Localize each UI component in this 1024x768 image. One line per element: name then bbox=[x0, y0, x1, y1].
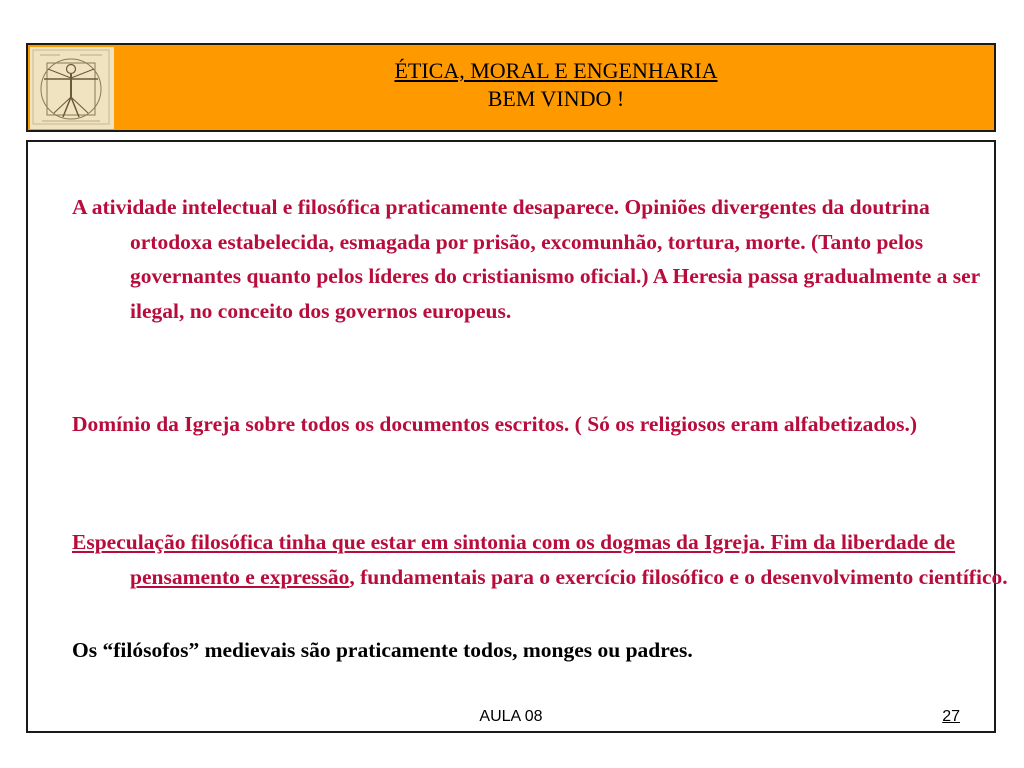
page-number: 27 bbox=[942, 708, 960, 725]
content-box bbox=[26, 140, 1008, 733]
title-line-2: BEM VINDO ! bbox=[487, 86, 625, 111]
vitruvian-man-icon bbox=[30, 47, 114, 129]
header-banner bbox=[26, 43, 996, 132]
paragraph-church-domain: Domínio da Igreja sobre todos os documentos escritos. ( Só os religiosos eram alfabetizados.) bbox=[72, 412, 918, 436]
paragraph-philosophical-speculation bbox=[72, 525, 1010, 594]
slide-title bbox=[118, 57, 994, 113]
paragraph-intellectual-activity: A atividade intelectual e filosófica praticamente desaparece. Opiniões divergentes da doutrina ortodoxa estabelecida, esmagada por prisão, excomunhão, tortura, morte. (Tanto pelos governantes quanto pelos líderes do cristianismo oficial.) A Heresia passa gradualmente a ser ilegal, no conceito dos governos europeus. bbox=[72, 195, 980, 323]
title-line-1: ÉTICA, MORAL E ENGENHARIA bbox=[394, 58, 718, 83]
paragraph-text-rest: , fundamentais para o exercício filosófico e o desenvolvimento científico. bbox=[349, 564, 1008, 589]
footer-label: AULA 08 bbox=[479, 708, 543, 725]
paragraph-medieval-philosophers: Os “filósofos” medievais são praticamente todos, monges ou padres. bbox=[72, 638, 693, 662]
underlined-text: Especulação filosófica tinha que estar em sintonia com os dogmas da Igreja. Fim da liberdade de pensamento e expressão bbox=[72, 530, 956, 589]
